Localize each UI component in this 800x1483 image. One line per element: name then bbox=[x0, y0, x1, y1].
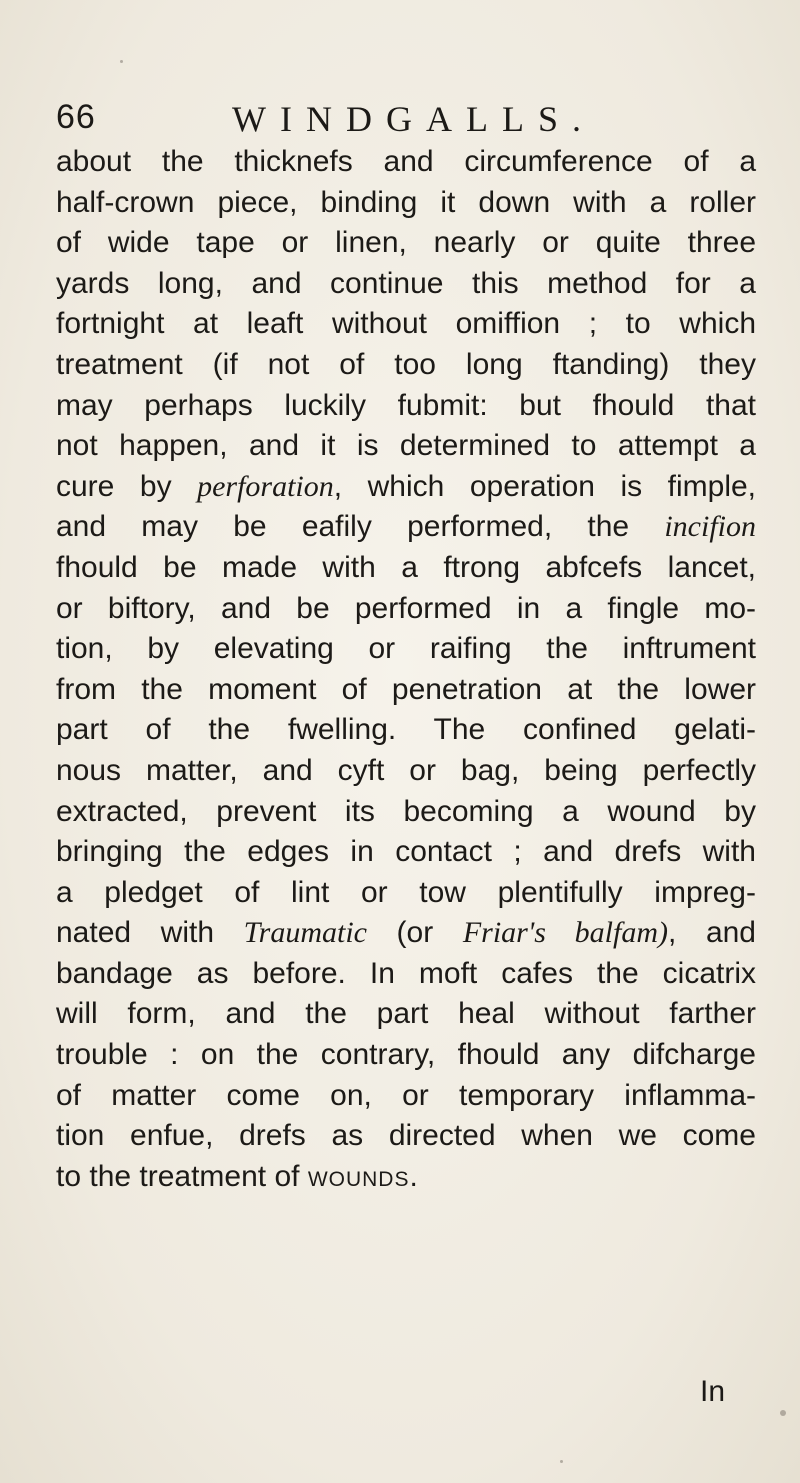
page-header bbox=[56, 98, 756, 142]
text-run: to the treatment of bbox=[56, 1159, 308, 1193]
text-line: part of the fwelling. The confined gelati- bbox=[56, 713, 756, 747]
text-line bbox=[56, 507, 756, 548]
text-line: bandage as before. In moft cafes the cicatrix bbox=[56, 956, 756, 990]
text-line: half-crown piece, binding it down with a roller bbox=[56, 185, 756, 219]
text-run: and may be eafily performed, the bbox=[56, 510, 665, 544]
small-caps-term: wounds. bbox=[307, 1159, 419, 1193]
text-run: , which operation is fimple, bbox=[333, 469, 757, 503]
italic-term: perforation bbox=[197, 469, 334, 503]
text-run: , and bbox=[668, 916, 756, 950]
text-run: (or bbox=[366, 916, 463, 950]
text-line: tion, by elevating or raifing the inftrument bbox=[56, 632, 756, 666]
catchword: In bbox=[700, 1375, 726, 1408]
italic-term: incifion bbox=[664, 510, 756, 544]
text-line bbox=[56, 913, 756, 954]
text-line: of matter come on, or temporary inflamma- bbox=[56, 1078, 756, 1112]
text-line: extracted, prevent its becoming a wound by bbox=[56, 794, 756, 828]
text-line: of wide tape or linen, nearly or quite three bbox=[56, 226, 756, 260]
italic-term: Traumatic bbox=[243, 916, 367, 950]
page-number: 66 bbox=[56, 98, 96, 136]
text-line: fhould be made with a ftrong abfcefs lancet, bbox=[56, 550, 756, 584]
text-line: fortnight at leaft without omiffion ; to which bbox=[56, 307, 756, 341]
text-line: may perhaps luckily fubmit: but fhould that bbox=[56, 388, 756, 422]
paper-speck bbox=[120, 60, 123, 63]
text-run: cure by bbox=[56, 469, 198, 503]
body-text bbox=[56, 142, 756, 1197]
text-line: or biftory, and be performed in a fingle mo- bbox=[56, 591, 756, 625]
text-line: not happen, and it is determined to attempt a bbox=[56, 429, 756, 463]
text-line: will form, and the part heal without farther bbox=[56, 997, 756, 1031]
paper-speck bbox=[780, 1410, 786, 1416]
text-line: bringing the edges in contact ; and drefs with bbox=[56, 835, 756, 869]
italic-term: Friar's balfam) bbox=[462, 916, 669, 950]
text-line: about the thicknefs and circumference of a bbox=[56, 145, 756, 178]
paper-speck bbox=[560, 1460, 563, 1463]
text-line: tion enfue, drefs as directed when we come bbox=[56, 1119, 756, 1153]
running-head: WINDGALLS. bbox=[232, 99, 595, 139]
text-line bbox=[56, 467, 756, 508]
text-line: treatment (if not of too long ftanding) they bbox=[56, 347, 756, 381]
text-line: yards long, and continue this method for a bbox=[56, 266, 756, 300]
text-line: trouble : on the contrary, fhould any difcharge bbox=[56, 1038, 756, 1072]
text-line: a pledget of lint or tow plentifully impreg- bbox=[56, 875, 756, 909]
text-line: nous matter, and cyft or bag, being perfectly bbox=[56, 753, 756, 787]
text-line bbox=[56, 1157, 756, 1198]
text-run: nated with bbox=[56, 916, 244, 950]
text-line: from the moment of penetration at the lower bbox=[56, 672, 756, 706]
